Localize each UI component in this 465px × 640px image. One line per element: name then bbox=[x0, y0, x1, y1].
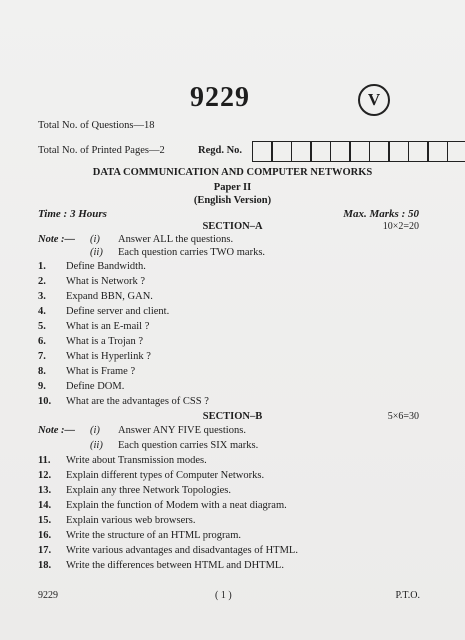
time-allowed: Time : 3 Hours bbox=[38, 208, 107, 220]
question-text: Write various advantages and disadvantages of HTML. bbox=[66, 545, 298, 556]
note-roman: (i) bbox=[90, 425, 100, 436]
question-text: What is Frame ? bbox=[66, 366, 136, 377]
regd-digit-box bbox=[310, 141, 331, 162]
question-text: Define server and client. bbox=[66, 306, 170, 317]
question-text: What is a Trojan ? bbox=[66, 336, 143, 347]
question-number: 6. bbox=[38, 336, 46, 347]
version-badge: V bbox=[358, 84, 390, 116]
question-item bbox=[38, 276, 145, 287]
question-text: Explain various web browsers. bbox=[66, 515, 196, 526]
question-text: What is an E-mail ? bbox=[66, 321, 150, 332]
total-questions: Total No. of Questions—18 bbox=[38, 120, 155, 131]
section-b-note bbox=[90, 425, 246, 436]
question-number: 2. bbox=[38, 276, 46, 287]
question-number: 9. bbox=[38, 381, 46, 392]
section-a-note bbox=[90, 247, 265, 258]
regd-digit-box bbox=[427, 141, 448, 162]
footer-code: 9229 bbox=[38, 590, 58, 601]
note-text: Answer ALL the questions. bbox=[118, 234, 234, 245]
question-number: 1. bbox=[38, 261, 46, 272]
question-text: Write about Transmission modes. bbox=[66, 455, 207, 466]
section-a-scheme: 10×2=20 bbox=[382, 221, 419, 232]
section-b-note-label: Note :— bbox=[38, 425, 76, 436]
question-item bbox=[38, 351, 151, 362]
question-item bbox=[38, 470, 264, 481]
question-item bbox=[38, 336, 143, 347]
total-pages: Total No. of Printed Pages—2 bbox=[38, 145, 165, 156]
question-number: 13. bbox=[38, 485, 52, 496]
question-number: 17. bbox=[38, 545, 52, 556]
note-roman: (i) bbox=[90, 234, 100, 245]
question-text: Write the differences between HTML and DHTML. bbox=[66, 560, 284, 571]
note-text: Each question carries SIX marks. bbox=[118, 440, 259, 451]
regd-digit-box bbox=[447, 141, 465, 162]
paper-number: Paper II bbox=[213, 182, 252, 193]
section-b-note bbox=[90, 440, 258, 451]
note-text: Answer ANY FIVE questions. bbox=[118, 425, 246, 436]
note-text: Each question carries TWO marks. bbox=[118, 247, 266, 258]
question-number: 15. bbox=[38, 515, 52, 526]
section-a-note-label: Note :— bbox=[38, 234, 76, 245]
question-text: What is Network ? bbox=[66, 276, 146, 287]
section-b-heading: SECTION–B bbox=[202, 411, 263, 422]
question-number: 4. bbox=[38, 306, 46, 317]
question-text: What is Hyperlink ? bbox=[66, 351, 151, 362]
regd-digit-box bbox=[330, 141, 351, 162]
paper-code: 9229 bbox=[190, 82, 250, 113]
question-item bbox=[38, 381, 124, 392]
regd-digit-box bbox=[408, 141, 429, 162]
regd-digit-box bbox=[369, 141, 390, 162]
question-item bbox=[38, 560, 284, 571]
question-item bbox=[38, 366, 135, 377]
note-roman: (ii) bbox=[90, 247, 103, 258]
question-item bbox=[38, 485, 231, 496]
regd-number-boxes bbox=[253, 141, 465, 162]
version-label: (English Version) bbox=[193, 195, 272, 206]
subject-title: DATA COMMUNICATION AND COMPUTER NETWORKS bbox=[92, 167, 373, 178]
question-text: Explain different types of Computer Networks. bbox=[66, 470, 265, 481]
section-b-scheme: 5×6=30 bbox=[387, 411, 419, 422]
question-item bbox=[38, 455, 207, 466]
question-text: Explain any three Network Topologies. bbox=[66, 485, 231, 496]
section-a-heading: SECTION–A bbox=[202, 221, 263, 232]
question-number: 3. bbox=[38, 291, 46, 302]
question-number: 5. bbox=[38, 321, 46, 332]
regd-digit-box bbox=[349, 141, 370, 162]
question-number: 8. bbox=[38, 366, 46, 377]
question-item bbox=[38, 500, 287, 511]
footer-pto: P.T.O. bbox=[395, 590, 420, 601]
question-text: Write the structure of an HTML program. bbox=[66, 530, 242, 541]
question-number: 7. bbox=[38, 351, 46, 362]
question-item bbox=[38, 261, 146, 272]
max-marks: Max. Marks : 50 bbox=[343, 208, 419, 220]
regd-digit-box bbox=[271, 141, 292, 162]
regd-label: Regd. No. bbox=[198, 145, 243, 156]
regd-digit-box bbox=[252, 141, 273, 162]
section-a-note bbox=[90, 234, 233, 245]
regd-digit-box bbox=[388, 141, 409, 162]
question-number: 18. bbox=[38, 560, 52, 571]
question-text: Define DOM. bbox=[66, 381, 125, 392]
question-item bbox=[38, 515, 195, 526]
note-roman: (ii) bbox=[90, 440, 103, 451]
footer-page-number: ( 1 ) bbox=[215, 590, 232, 601]
regd-digit-box bbox=[291, 141, 312, 162]
question-item bbox=[38, 530, 241, 541]
question-item bbox=[38, 396, 209, 407]
question-number: 12. bbox=[38, 470, 52, 481]
question-text: Expand BBN, GAN. bbox=[66, 291, 153, 302]
question-item bbox=[38, 306, 169, 317]
question-number: 16. bbox=[38, 530, 52, 541]
question-text: What are the advantages of CSS ? bbox=[66, 396, 209, 407]
question-text: Explain the function of Modem with a neat diagram. bbox=[66, 500, 287, 511]
question-item bbox=[38, 545, 298, 556]
question-number: 11. bbox=[38, 455, 51, 466]
question-text: Define Bandwidth. bbox=[66, 261, 146, 272]
question-item bbox=[38, 321, 149, 332]
question-number: 10. bbox=[38, 396, 52, 407]
question-number: 14. bbox=[38, 500, 52, 511]
question-item bbox=[38, 291, 153, 302]
